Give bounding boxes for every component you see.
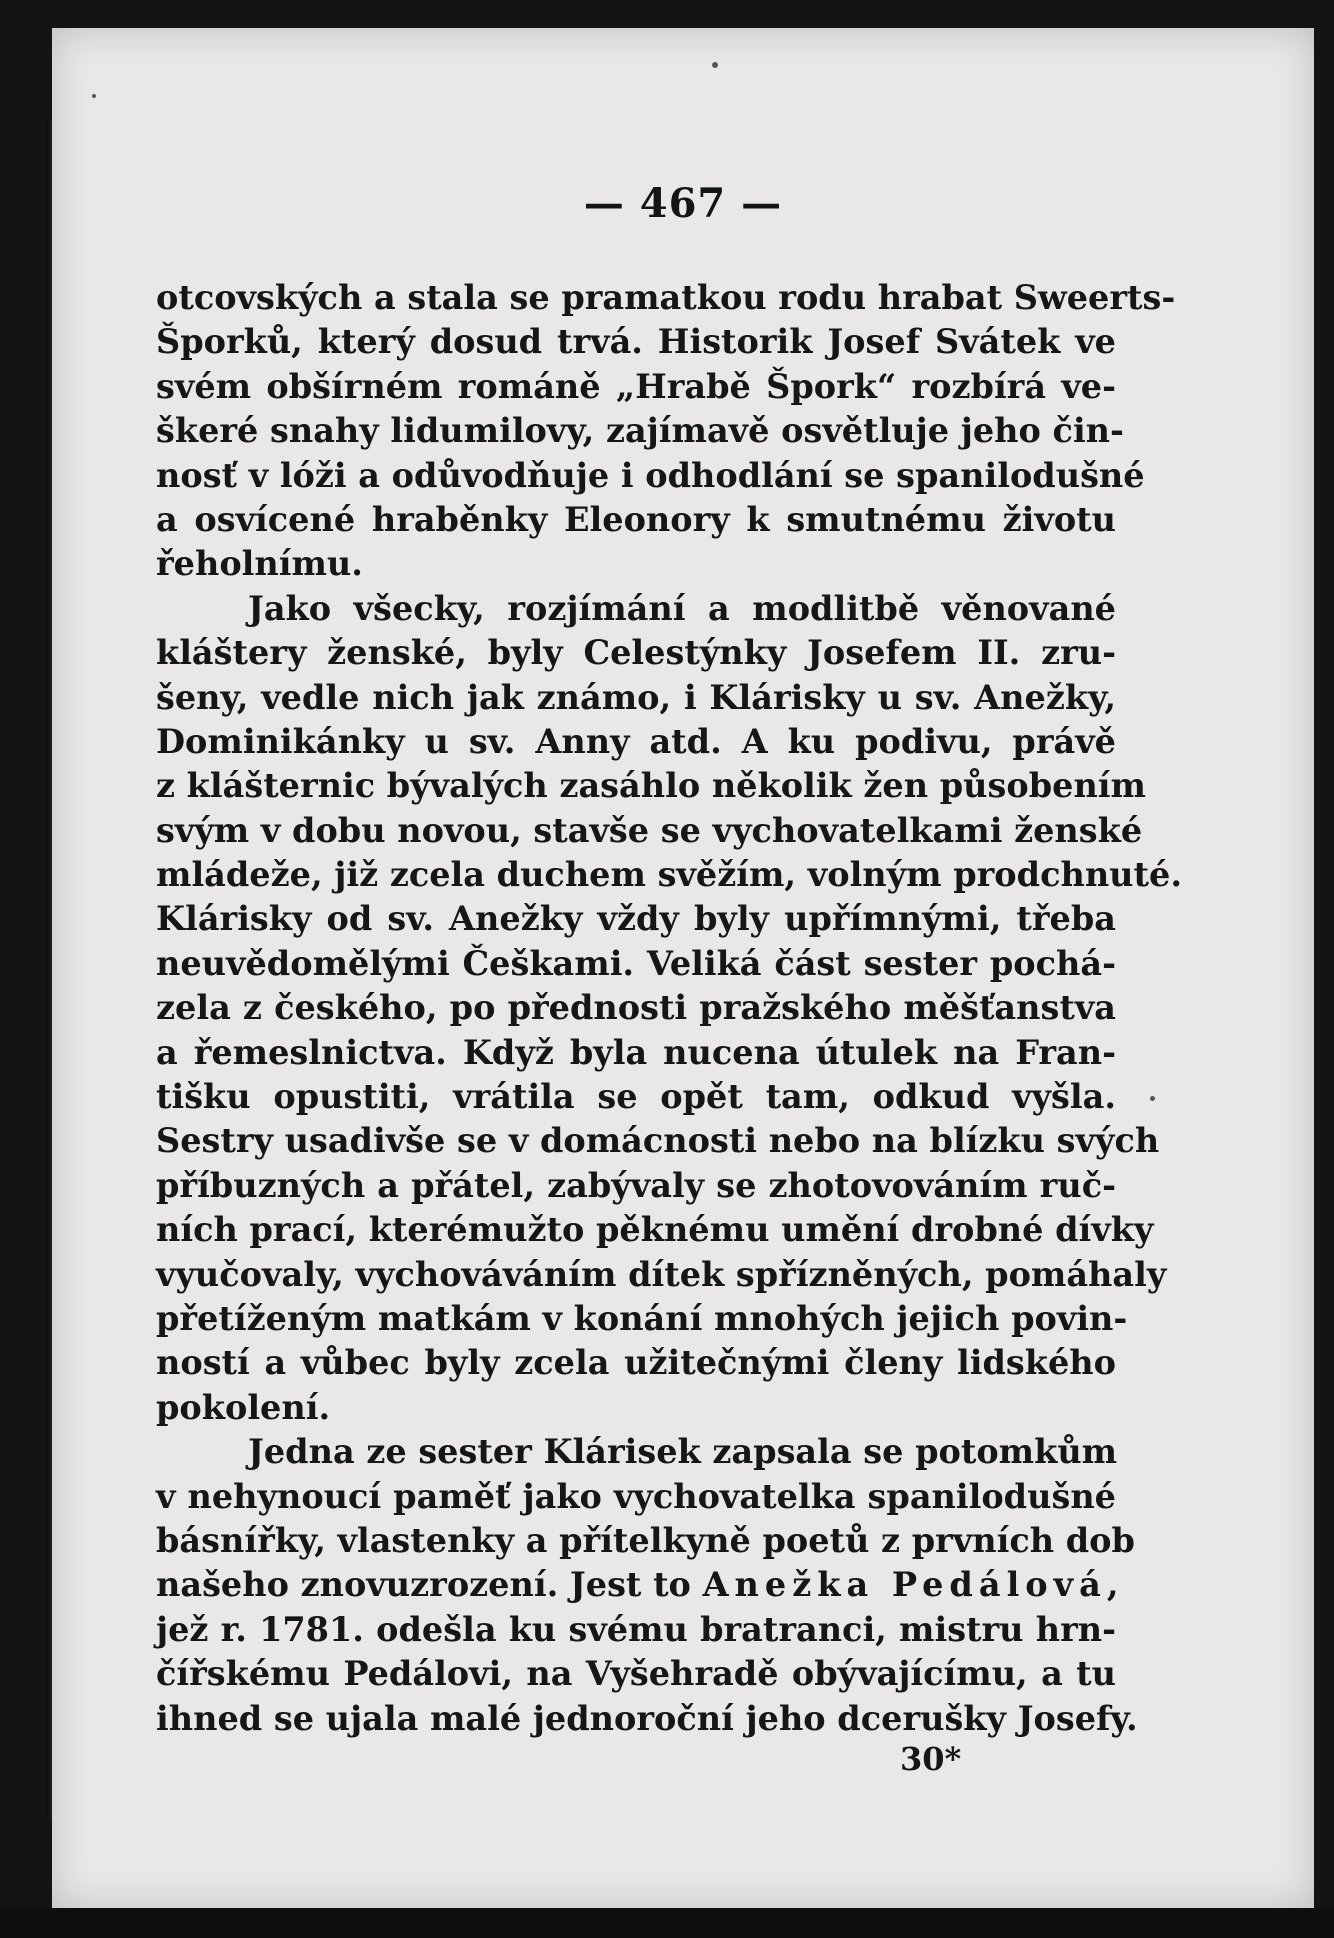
page-number-header: — 467 —	[583, 180, 783, 227]
body-text	[156, 276, 1182, 1741]
text-line: a řemeslnictva. Když byla nucena útulek na Fran-	[156, 1032, 1116, 1072]
emphasized-name: Anežka Pedálová	[702, 1565, 1107, 1605]
text-line: čířskému Pedálovi, na Vyšehradě obývajícímu, a tu	[156, 1654, 1116, 1694]
text-line: v nehynoucí paměť jako vychovatelka spanilodušné	[156, 1476, 1116, 1516]
text-line: našeho znovuzrození. Jest to Anežka Pedálová,	[156, 1565, 1119, 1605]
text-line: Jako všecky, rozjímání a modlitbě věnované	[248, 588, 1116, 628]
text-line: ihned se ujala malé jednoroční jeho dcerušky Josefy.	[156, 1698, 1138, 1738]
text-line: z klášternic bývalých zasáhlo několik žen působením	[156, 766, 1146, 806]
dust-speck	[1150, 1096, 1155, 1101]
text-line: kláštery ženské, byly Celestýnky Josefem II. zru-	[156, 633, 1116, 673]
text-line: Sestry usadivše se v domácnosti nebo na blízku svých	[156, 1121, 1160, 1161]
text-line: pokolení.	[156, 1387, 331, 1427]
dust-speck	[92, 94, 96, 98]
text-line: tišku opustiti, vrátila se opět tam, odkud vyšla.	[156, 1077, 1116, 1117]
text-line: mládeže, již zcela duchem svěžím, volným prodchnuté.	[156, 855, 1182, 895]
text-line: Klárisky od sv. Anežky vždy byly upřímnými, třeba	[156, 899, 1116, 939]
text-line: přetíženým matkám v konání mnohých jejich povin-	[156, 1298, 1128, 1338]
text-line: šeny, vedle nich jak známo, i Klárisky u sv. Anežky,	[156, 677, 1116, 717]
book-page	[52, 28, 1314, 1908]
text-line: jež r. 1781. odešla ku svému bratranci, mistru hrn-	[156, 1609, 1116, 1649]
text-line: vyučovaly, vychováváním dítek spřízněných, pomáhaly	[156, 1254, 1167, 1294]
text-line: neuvědomělými Češkami. Veliká část sester pochá-	[156, 943, 1116, 983]
text-line: básnířky, vlastenky a přítelkyně poetů z prvních dob	[156, 1520, 1135, 1560]
text-line: škeré snahy lidumilovy, zajímavě osvětluje jeho čin-	[156, 411, 1124, 451]
text-line: řeholnímu.	[156, 544, 363, 584]
text-line: otcovských a stala se pramatkou rodu hrabat Sweerts-	[156, 278, 1176, 317]
text-line: Šporků, který dosud trvá. Historik Josef Svátek ve	[156, 322, 1116, 362]
text-line: zela z českého, po přednosti pražského měšťanstva	[156, 988, 1116, 1028]
text-line: nosť v lóži a odůvodňuje i odhodlání se spanilodušné	[156, 455, 1145, 495]
signature-mark: 30*	[900, 1740, 962, 1778]
scan-bottom-edge	[0, 1908, 1334, 1938]
text-line: Jedna ze sester Klárisek zapsala se potomkům	[248, 1432, 1118, 1472]
dust-speck	[712, 62, 718, 68]
text-line: svým v dobu novou, stavše se vychovatelkami ženské	[156, 810, 1143, 850]
text-line: příbuzných a přátel, zabývaly se zhotovováním ruč-	[156, 1165, 1116, 1205]
text-line: svém obšírném románě „Hrabě Špork“ rozbírá ve-	[156, 366, 1116, 406]
text-line: ních prací, kterémužto pěknému umění drobné dívky	[156, 1210, 1154, 1250]
text-line: Dominikánky u sv. Anny atd. A ku podivu, právě	[156, 721, 1116, 761]
text-line: a osvícené hraběnky Eleonory k smutnému životu	[156, 499, 1116, 539]
text-line: ností a vůbec byly zcela užitečnými členy lidského	[156, 1343, 1116, 1383]
